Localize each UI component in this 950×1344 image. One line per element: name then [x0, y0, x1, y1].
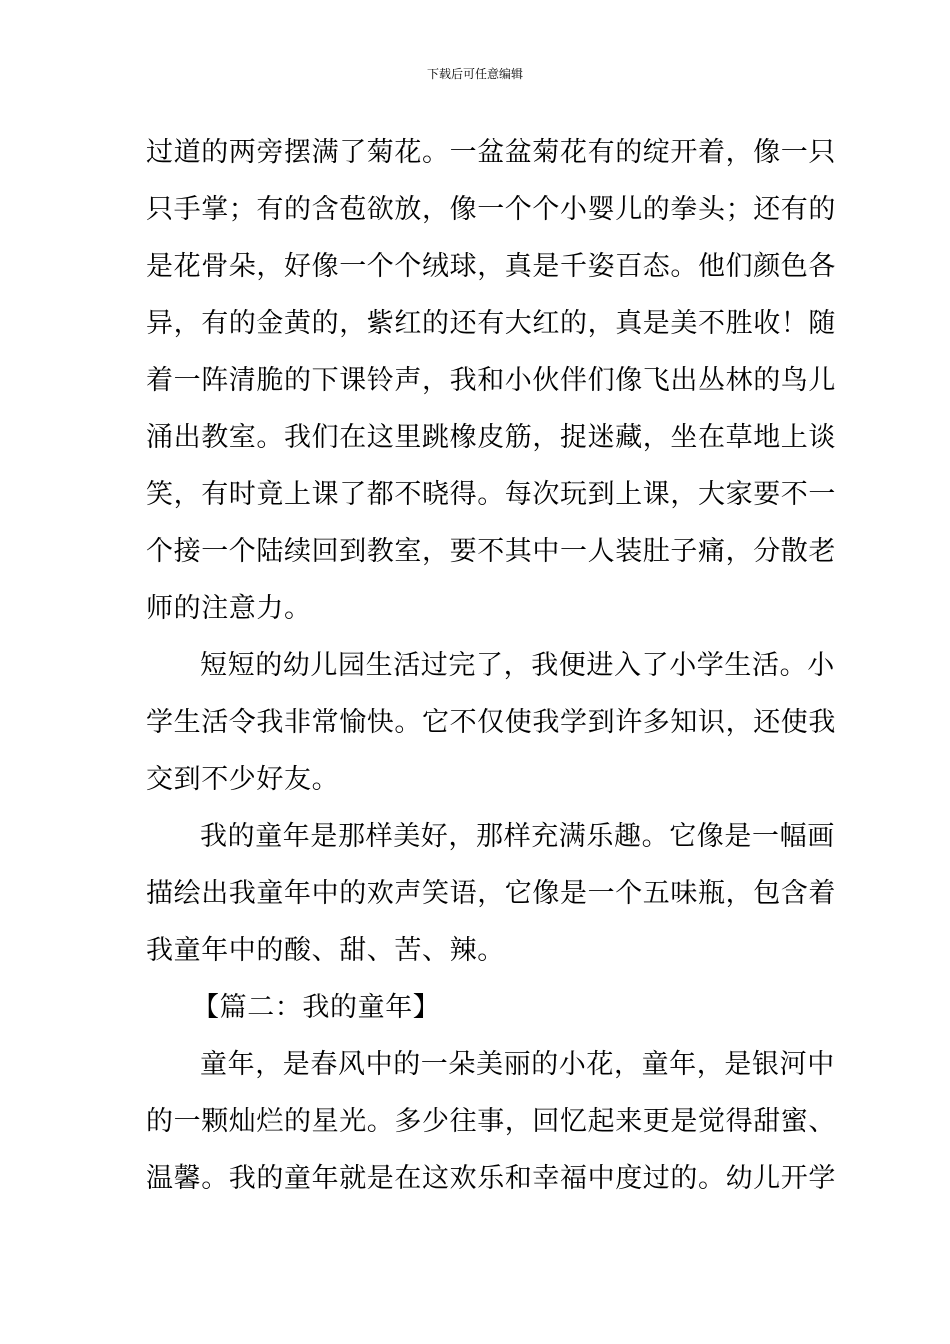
document-body [146, 124, 836, 1207]
text-line: 童年，是春风中的一朵美丽的小花，童年，是银河中 [200, 1049, 835, 1080]
text-line: 涌出教室。我们在这里跳橡皮筋，捉迷藏，坐在草地上谈 [146, 422, 836, 453]
text-line: 的一颗灿烂的星光。多少往事，回忆起来更是觉得甜蜜、 [146, 1106, 836, 1137]
text-line: 我的童年是那样美好，那样充满乐趣。它像是一幅画 [200, 821, 835, 852]
text-line: 师的注意力。 [146, 593, 312, 624]
paragraph [146, 637, 836, 808]
section-heading-text: 【篇二：我的童年】 [192, 992, 441, 1023]
section-heading [146, 979, 811, 1036]
text-line: 交到不少好友。 [146, 764, 340, 795]
paragraph [146, 1036, 836, 1207]
text-line: 过道的两旁摆满了菊花。一盆盆菊花有的绽开着，像一只 [146, 137, 836, 168]
text-line: 着一阵清脆的下课铃声，我和小伙伴们像飞出丛林的鸟儿 [146, 365, 836, 396]
text-line: 个接一个陆续回到教室，要不其中一人装肚子痛，分散老 [146, 536, 836, 567]
text-line: 短短的幼儿园生活过完了，我便进入了小学生活。小 [200, 650, 835, 681]
paragraph [146, 808, 836, 979]
text-line: 是花骨朵，好像一个个绒球，真是千姿百态。他们颜色各 [146, 251, 836, 282]
text-line: 描绘出我童年中的欢声笑语，它像是一个五味瓶，包含着 [146, 878, 836, 909]
text-line: 学生活令我非常愉快。它不仅使我学到许多知识，还使我 [146, 707, 836, 738]
text-line: 只手掌；有的含苞欲放，像一个个小婴儿的拳头；还有的 [146, 194, 836, 225]
text-line: 我童年中的酸、甜、苦、辣。 [146, 935, 505, 966]
paragraph [146, 124, 836, 637]
text-line: 笑，有时竟上课了都不晓得。每次玩到上课，大家要不一 [146, 479, 836, 510]
text-line: 温馨。我的童年就是在这欢乐和幸福中度过的。幼儿开学 [146, 1163, 836, 1194]
page-header-note: 下载后可任意编辑 [426, 67, 523, 81]
text-line: 异，有的金黄的，紫红的还有大红的，真是美不胜收！随 [146, 308, 836, 339]
